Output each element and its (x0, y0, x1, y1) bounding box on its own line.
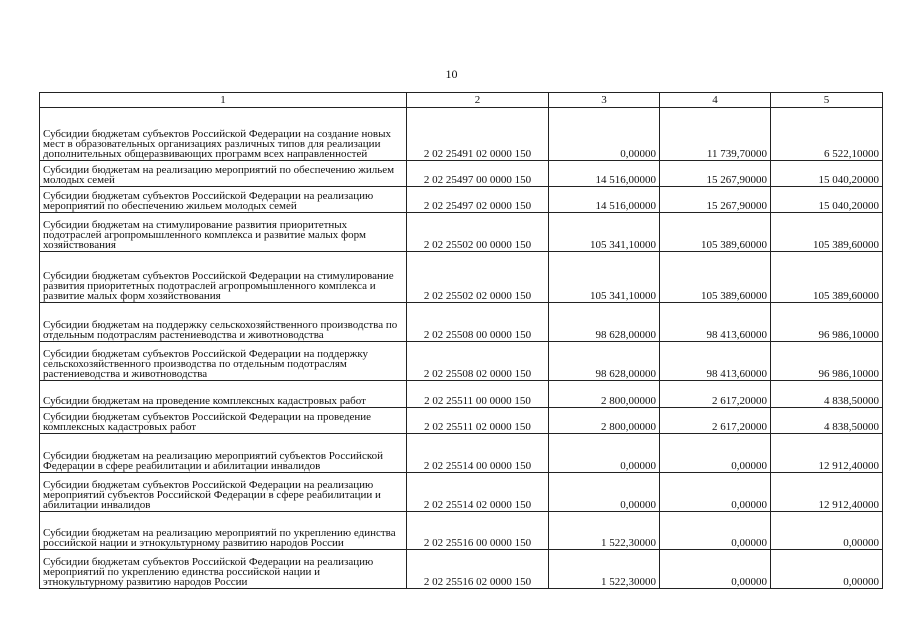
table-row (40, 434, 883, 473)
row-value-col4: 0,00000 (660, 473, 771, 512)
row-description: Субсидии бюджетам субъектов Российской Федерации на создание новых мест в образовательных организациях различных типов для реализации дополнительных общеразвивающих программ всех направленностей (40, 108, 407, 161)
row-description: Субсидии бюджетам на реализацию мероприятий по укреплению единства российской нации и этнокультурному развитию народов России (40, 512, 407, 550)
table-body (40, 108, 883, 589)
row-code: 2 02 25502 02 0000 150 (407, 252, 549, 303)
row-code: 2 02 25516 02 0000 150 (407, 550, 549, 589)
row-code: 2 02 25497 02 0000 150 (407, 187, 549, 213)
row-value-col5: 4 838,50000 (771, 408, 883, 434)
table-row (40, 161, 883, 187)
row-code: 2 02 25502 00 0000 150 (407, 213, 549, 252)
row-value-col4: 11 739,70000 (660, 108, 771, 161)
row-description: Субсидии бюджетам субъектов Российской Федерации на реализацию мероприятий по укреплению единства российской нации и этнокультурному развитию народов России (40, 550, 407, 589)
row-code: 2 02 25497 00 0000 150 (407, 161, 549, 187)
row-value-col4: 0,00000 (660, 434, 771, 473)
row-value-col4: 2 617,20000 (660, 408, 771, 434)
row-value-col4: 15 267,90000 (660, 187, 771, 213)
row-value-col3: 98 628,00000 (549, 342, 660, 381)
row-code: 2 02 25508 00 0000 150 (407, 303, 549, 342)
row-value-col3: 14 516,00000 (549, 161, 660, 187)
table-row (40, 187, 883, 213)
row-code: 2 02 25511 00 0000 150 (407, 381, 549, 408)
row-value-col3: 0,00000 (549, 473, 660, 512)
row-code: 2 02 25514 02 0000 150 (407, 473, 549, 512)
row-value-col5: 0,00000 (771, 550, 883, 589)
row-value-col5: 105 389,60000 (771, 213, 883, 252)
row-value-col4: 105 389,60000 (660, 213, 771, 252)
row-description: Субсидии бюджетам на реализацию мероприятий по обеспечению жильем молодых семей (40, 161, 407, 187)
row-value-col5: 15 040,20000 (771, 187, 883, 213)
row-value-col4: 98 413,60000 (660, 342, 771, 381)
row-description: Субсидии бюджетам на проведение комплексных кадастровых работ (40, 381, 407, 408)
page-number: 10 (445, 67, 458, 81)
row-description: Субсидии бюджетам субъектов Российской Федерации на проведение комплексных кадастровых работ (40, 408, 407, 434)
row-description: Субсидии бюджетам на поддержку сельскохозяйственного производства по отдельным подотраслям растениеводства и животноводства (40, 303, 407, 342)
row-value-col5: 12 912,40000 (771, 434, 883, 473)
row-description: Субсидии бюджетам субъектов Российской Федерации на реализацию мероприятий субъектов Российской Федерации в сфере реабилитации и абилитации инвалидов (40, 473, 407, 512)
table-row (40, 473, 883, 512)
table-row (40, 213, 883, 252)
table-row (40, 512, 883, 550)
row-value-col4: 0,00000 (660, 512, 771, 550)
row-value-col5: 6 522,10000 (771, 108, 883, 161)
row-description: Субсидии бюджетам субъектов Российской Федерации на стимулирование развития приоритетных подотраслей агропромышленного комплекса и развитие малых форм хозяйствования (40, 252, 407, 303)
column-header-2: 2 (407, 93, 549, 108)
row-value-col3: 0,00000 (549, 434, 660, 473)
row-value-col3: 2 800,00000 (549, 408, 660, 434)
row-value-col5: 4 838,50000 (771, 381, 883, 408)
row-value-col5: 12 912,40000 (771, 473, 883, 512)
row-value-col3: 0,00000 (549, 108, 660, 161)
row-value-col4: 98 413,60000 (660, 303, 771, 342)
table-row (40, 252, 883, 303)
table-row (40, 408, 883, 434)
row-code: 2 02 25491 02 0000 150 (407, 108, 549, 161)
table-row (40, 550, 883, 589)
row-value-col3: 1 522,30000 (549, 512, 660, 550)
column-header-1: 1 (40, 93, 407, 108)
table-row (40, 342, 883, 381)
row-value-col5: 105 389,60000 (771, 252, 883, 303)
table-row (40, 108, 883, 161)
row-value-col4: 2 617,20000 (660, 381, 771, 408)
row-code: 2 02 25516 00 0000 150 (407, 512, 549, 550)
column-header-3: 3 (549, 93, 660, 108)
row-value-col4: 15 267,90000 (660, 161, 771, 187)
row-value-col3: 105 341,10000 (549, 213, 660, 252)
row-code: 2 02 25514 00 0000 150 (407, 434, 549, 473)
row-value-col3: 98 628,00000 (549, 303, 660, 342)
row-description: Субсидии бюджетам субъектов Российской Федерации на поддержку сельскохозяйственного производства по отдельным подотраслям растениеводства и животноводства (40, 342, 407, 381)
table-header (40, 93, 883, 108)
column-header-4: 4 (660, 93, 771, 108)
row-value-col3: 105 341,10000 (549, 252, 660, 303)
row-value-col4: 0,00000 (660, 550, 771, 589)
row-code: 2 02 25511 02 0000 150 (407, 408, 549, 434)
row-code: 2 02 25508 02 0000 150 (407, 342, 549, 381)
row-value-col4: 105 389,60000 (660, 252, 771, 303)
column-header-5: 5 (771, 93, 883, 108)
row-value-col3: 1 522,30000 (549, 550, 660, 589)
row-description: Субсидии бюджетам на реализацию мероприятий субъектов Российской Федерации в сфере реабилитации и абилитации инвалидов (40, 434, 407, 473)
row-value-col5: 96 986,10000 (771, 303, 883, 342)
row-description: Субсидии бюджетам на стимулирование развития приоритетных подотраслей агропромышленного комплекса и развитие малых форм хозяйствования (40, 213, 407, 252)
header-row (40, 93, 883, 108)
row-description: Субсидии бюджетам субъектов Российской Федерации на реализацию мероприятий по обеспечению жильем молодых семей (40, 187, 407, 213)
row-value-col5: 96 986,10000 (771, 342, 883, 381)
row-value-col3: 14 516,00000 (549, 187, 660, 213)
row-value-col5: 15 040,20000 (771, 161, 883, 187)
budget-table (39, 92, 883, 589)
row-value-col5: 0,00000 (771, 512, 883, 550)
table-row (40, 303, 883, 342)
table-row (40, 381, 883, 408)
row-value-col3: 2 800,00000 (549, 381, 660, 408)
